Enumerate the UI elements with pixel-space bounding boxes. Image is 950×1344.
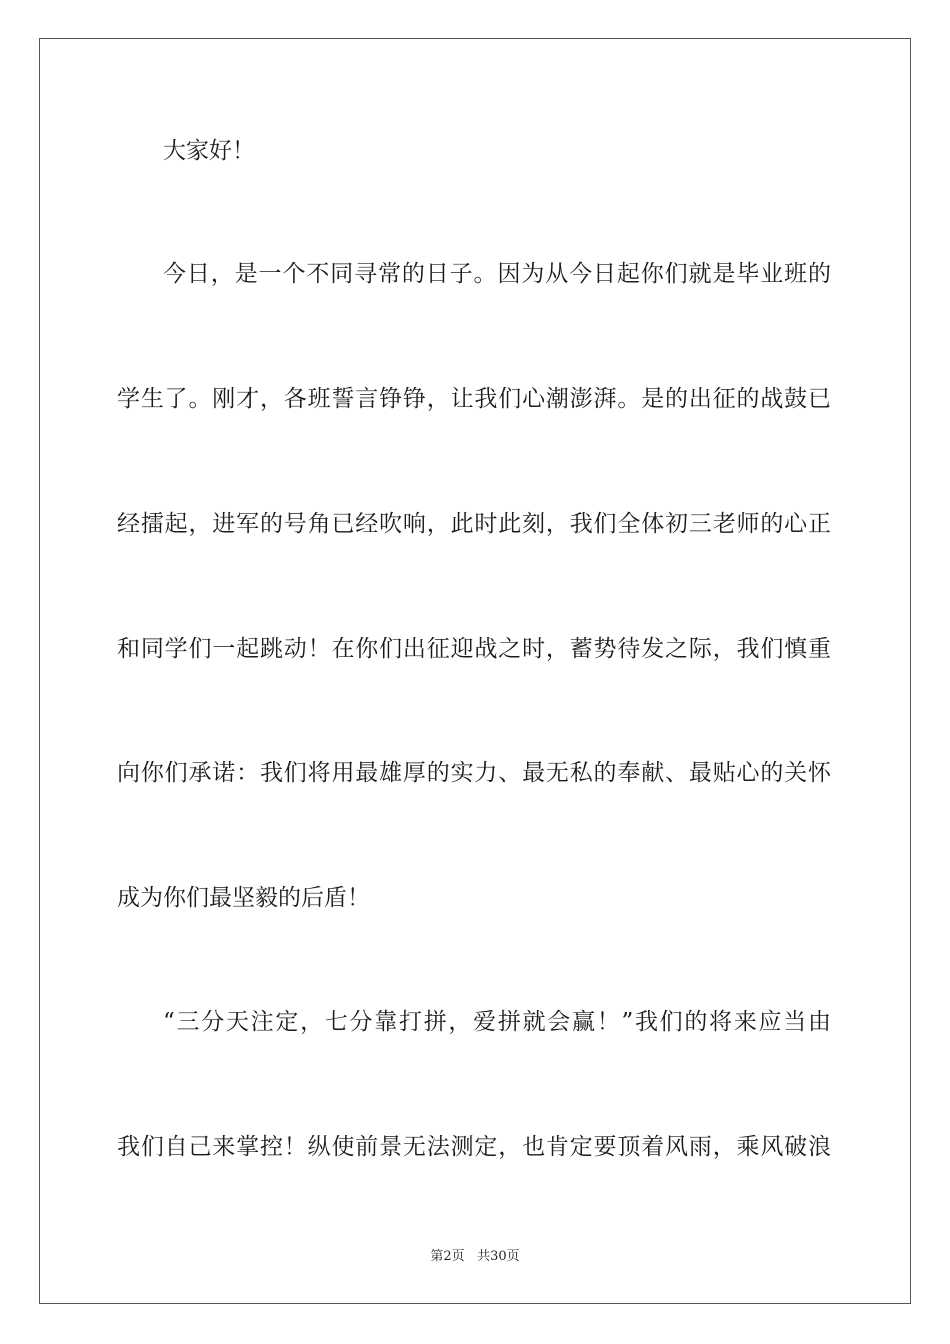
page-footer — [0, 1249, 950, 1265]
page-number: 第2页 — [430, 1249, 465, 1264]
text-line-greeting: 大家好！ — [163, 138, 255, 164]
page-total: 共30页 — [477, 1249, 520, 1264]
text-line: 和同学们一起跳动！在你们出征迎战之时，蓄势待发之际，我们慎重 — [117, 636, 831, 662]
text-line: “三分天注定，七分靠打拼，爱拼就会赢！”我们的将来应当由 — [163, 1009, 831, 1035]
text-line: 经擂起，进军的号角已经吹响，此时此刻，我们全体初三老师的心正 — [117, 511, 831, 537]
text-line: 学生了。刚才，各班誓言铮铮，让我们心潮澎湃。是的出征的战鼓已 — [117, 386, 831, 412]
text-line: 我们自己来掌控！纵使前景无法测定，也肯定要顶着风雨，乘风破浪 — [117, 1134, 831, 1160]
text-line: 成为你们最坚毅的后盾！ — [117, 885, 370, 911]
text-line: 向你们承诺：我们将用最雄厚的实力、最无私的奉献、最贴心的关怀 — [117, 760, 831, 786]
text-line: 今日，是一个不同寻常的日子。因为从今日起你们就是毕业班的 — [163, 261, 831, 287]
page-border — [39, 38, 911, 1304]
